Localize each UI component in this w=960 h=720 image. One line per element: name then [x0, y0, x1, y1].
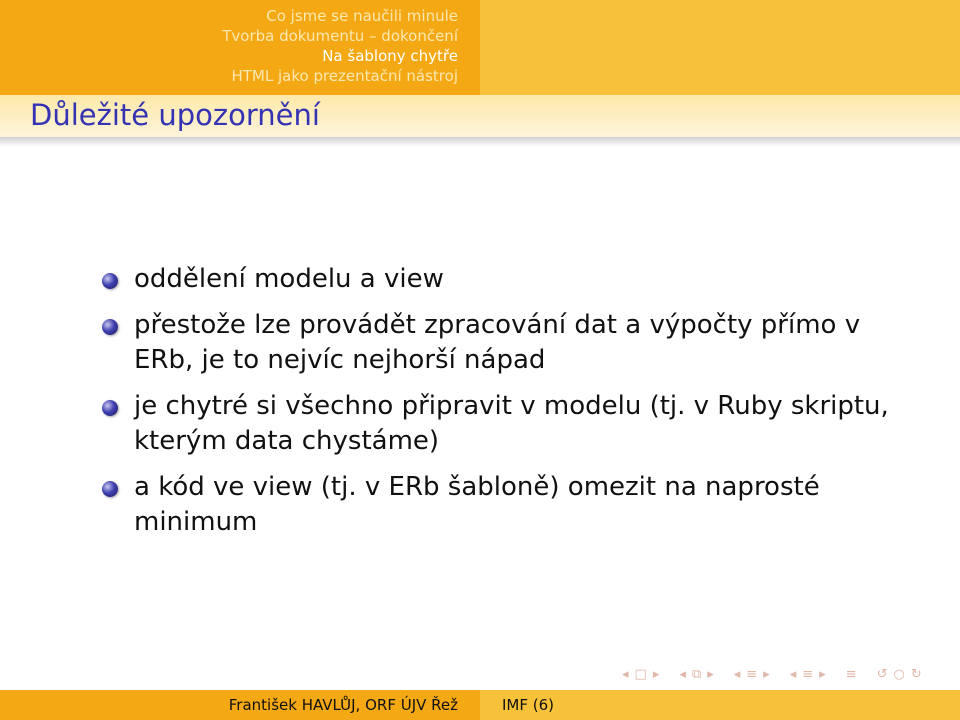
nav-search-forward-icon[interactable]: ↻: [910, 666, 922, 682]
nav-align-icon[interactable]: ≡: [845, 666, 857, 682]
nav-left-arrow-icon[interactable]: ◂: [679, 666, 686, 682]
list-item: [100, 389, 920, 459]
nav-left-arrow-icon[interactable]: ◂: [789, 666, 797, 682]
headline-bar: [0, 0, 960, 95]
footer-short-title: IMF (6): [502, 696, 555, 714]
section-navigation: [0, 0, 480, 95]
nav-search-back-icon[interactable]: ↺: [876, 666, 888, 682]
footline-bar: [0, 690, 960, 720]
list-item: [100, 262, 920, 297]
bullet-icon: [102, 400, 118, 416]
list-item-text: přestože lze provádět zpracování dat a výpočty přímo v ERb, je to nejvíc nejhorší nápad: [134, 310, 861, 375]
nav-right-arrow-icon[interactable]: ▸: [707, 666, 714, 682]
nav-frame-icon[interactable]: □: [634, 666, 647, 682]
navigation-symbols: [622, 664, 922, 684]
nav-presentation-icon[interactable]: ≡: [802, 666, 814, 682]
bullet-list: [100, 262, 920, 551]
nav-section-3[interactable]: Na šablony chytře: [322, 47, 458, 65]
list-item-text: oddělení modelu a view: [134, 264, 444, 294]
frame-title-shadow: [0, 137, 960, 147]
nav-section-icon[interactable]: ≡: [746, 666, 758, 682]
list-item-text: a kód ve view (tj. v ERb šabloně) omezit na naprosté minimum: [134, 472, 820, 537]
frame-title: Důležité upozornění: [30, 98, 320, 132]
nav-subsection-icon[interactable]: ⧉: [691, 666, 702, 682]
nav-left-arrow-icon[interactable]: ◂: [733, 666, 741, 682]
bullet-icon: [102, 273, 118, 289]
nav-right-arrow-icon[interactable]: ▸: [763, 666, 770, 682]
nav-right-arrow-icon[interactable]: ▸: [652, 666, 660, 682]
nav-left-arrow-icon[interactable]: ◂: [622, 666, 629, 682]
list-item: [100, 308, 920, 378]
nav-section-2[interactable]: Tvorba dokumentu – dokončení: [222, 27, 458, 45]
nav-right-arrow-icon[interactable]: ▸: [819, 666, 826, 682]
list-item: [100, 470, 920, 540]
nav-search-icon[interactable]: ○: [893, 666, 905, 682]
nav-section-4[interactable]: HTML jako prezentační nástroj: [231, 67, 458, 85]
bullet-icon: [102, 481, 118, 497]
bullet-icon: [102, 319, 118, 335]
list-item-text: je chytré si všechno připravit v modelu (tj. v Ruby skriptu, kterým data chystáme): [134, 391, 889, 456]
footer-author: František HAVLŮJ, ORF ÚJV Řež: [0, 690, 480, 720]
nav-section-1[interactable]: Co jsme se naučili minule: [266, 7, 458, 25]
